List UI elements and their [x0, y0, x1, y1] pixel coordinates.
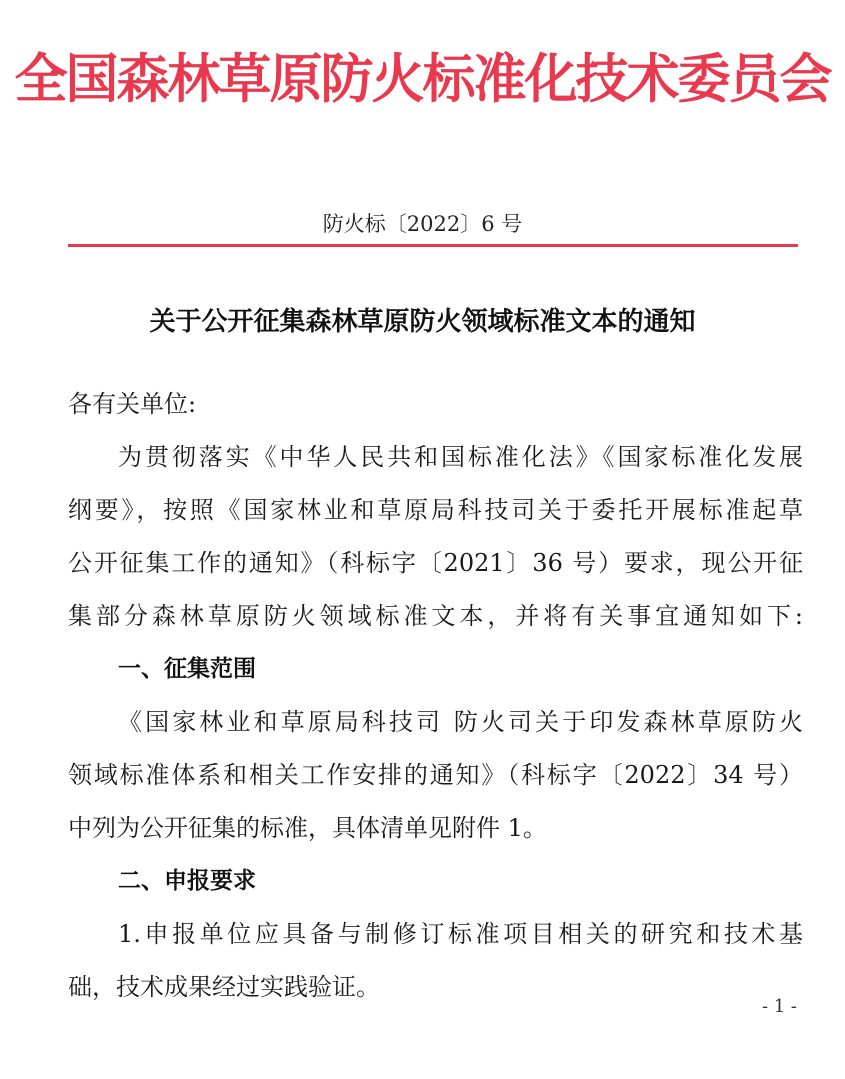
section-heading-requirements: 二、申报要求	[118, 868, 256, 894]
document-number: 防火标〔2022〕6 号	[322, 212, 523, 236]
intro-line: 集部分森林草原防火领域标准文本，并将有关事宜通知如下:	[68, 602, 803, 630]
intro-line: 为贯彻落实《中华人民共和国标准化法》《国家标准化发展	[118, 443, 803, 471]
section-line: 《国家林业和草原局科技司 防火司关于印发森林草原防火	[118, 708, 803, 736]
intro-line: 公开征集工作的通知》（科标字〔2021〕36 号）要求，现公开征	[68, 549, 803, 577]
section-line: 中列为公开征集的标准，具体清单见附件 1。	[68, 814, 547, 842]
notice-body	[68, 378, 803, 1014]
red-divider-line	[68, 244, 798, 247]
organization-header: 全国森林草原防火标准化技术委员会	[14, 49, 831, 110]
section-line: 础，技术成果经过实践验证。	[68, 973, 380, 1001]
section-line: 领域标准体系和相关工作安排的通知》（科标字〔2022〕34 号）	[68, 761, 803, 789]
section-line: 1.申报单位应具备与制修订标准项目相关的研究和技术基	[118, 920, 803, 948]
salutation: 各有关单位:	[68, 390, 197, 418]
notice-title: 关于公开征集森林草原防火领域标准文本的通知	[149, 307, 696, 337]
intro-line: 纲要》，按照《国家林业和草原局科技司关于委托开展标准起草	[68, 496, 803, 524]
page-number: - 1 -	[761, 996, 797, 1017]
section-heading-scope: 一、征集范围	[118, 656, 256, 682]
